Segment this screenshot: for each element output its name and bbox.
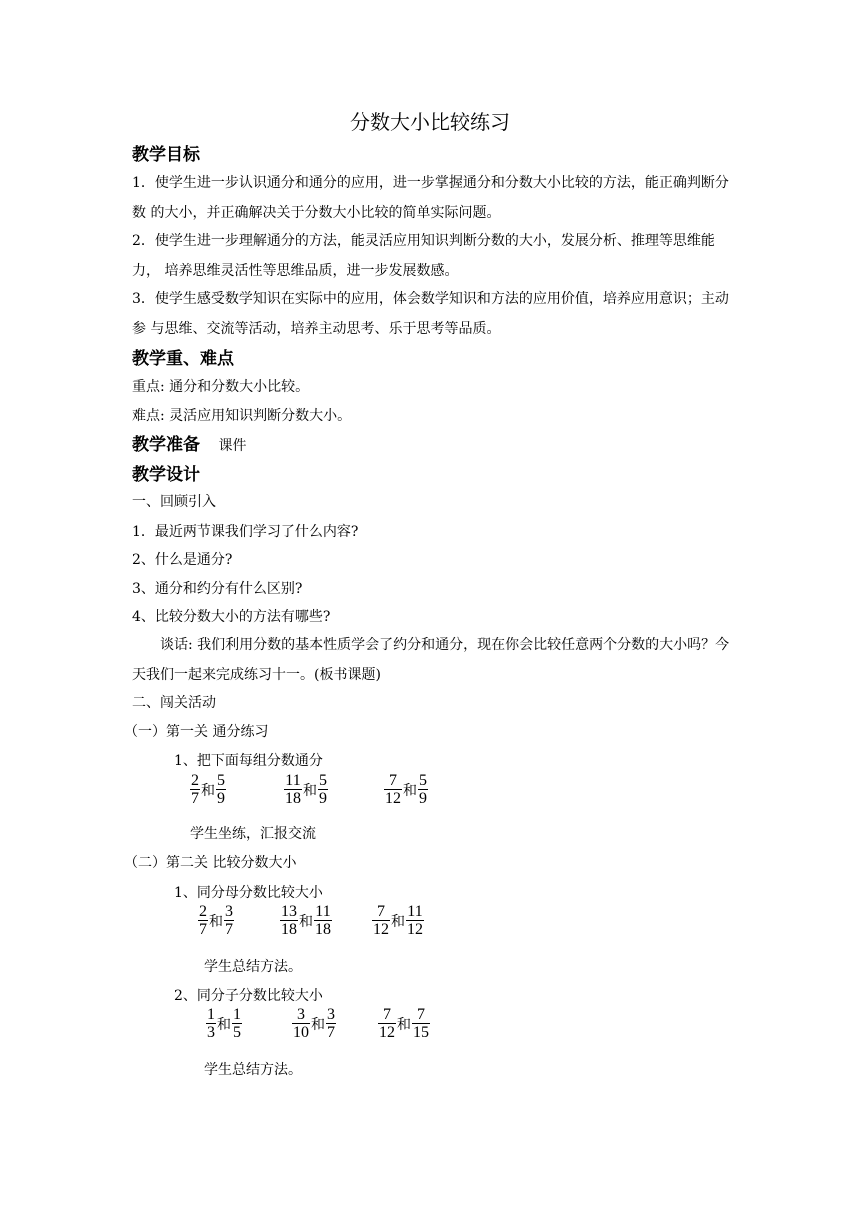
fraction <box>406 903 424 938</box>
numerator: 2 <box>191 772 199 789</box>
fraction-pair <box>206 1006 242 1041</box>
fraction <box>314 903 332 938</box>
fraction <box>198 903 208 938</box>
connector-he: 和 <box>217 1016 231 1033</box>
numerator: 5 <box>319 772 327 789</box>
fraction-pair <box>280 903 332 938</box>
fraction <box>318 772 328 807</box>
fraction <box>372 903 390 938</box>
fraction <box>384 772 402 807</box>
part1-title: 一、回顾引入 <box>132 494 216 510</box>
numerator: 3 <box>225 903 233 920</box>
key-point: 重点: 通分和分数大小比较。 <box>132 379 310 395</box>
denominator: 7 <box>191 790 199 807</box>
fraction-pair <box>372 903 424 938</box>
denominator: 12 <box>385 790 401 807</box>
fraction <box>206 1006 216 1041</box>
fraction-pair <box>292 1006 336 1041</box>
denominator: 9 <box>217 790 225 807</box>
connector-he: 和 <box>391 913 405 930</box>
numerator: 1 <box>233 1006 241 1023</box>
fraction <box>284 772 302 807</box>
document-title: 分数大小比较练习 <box>350 110 510 134</box>
numerator: 11 <box>285 772 301 789</box>
numerator: 3 <box>327 1006 335 1023</box>
denominator: 3 <box>207 1024 215 1041</box>
fraction <box>224 903 234 938</box>
prep-value: 课件 <box>218 438 247 454</box>
goal-item-3: 3．使学生感受数学知识在实际中的应用，体会数学知识和方法的应用价值，培养应用意识；主动参 与思维、交流等活动，培养主动思考、乐于思考等品质。 <box>132 291 729 337</box>
connector-he: 和 <box>299 913 313 930</box>
denominator: 18 <box>281 921 297 938</box>
numerator: 7 <box>377 903 385 920</box>
numerator: 7 <box>383 1006 391 1023</box>
goals-heading: 教学目标 <box>132 145 200 165</box>
question-2: 2、什么是通分? <box>132 552 233 568</box>
fraction <box>232 1006 242 1041</box>
fraction <box>216 772 226 807</box>
denominator: 18 <box>315 921 331 938</box>
fraction <box>292 1006 310 1041</box>
numerator: 7 <box>389 772 397 789</box>
denominator: 9 <box>319 790 327 807</box>
level2-task2: 2、同分子分数比较大小 <box>174 988 323 1004</box>
denominator: 7 <box>225 921 233 938</box>
fraction <box>326 1006 336 1041</box>
question-4: 4、比较分数大小的方法有哪些? <box>132 609 331 625</box>
fraction <box>280 903 298 938</box>
goal-item-1: 1．使学生进一步认识通分和通分的应用，进一步掌握通分和分数大小比较的方法，能正确判断分数 的大小，并正确解决关于分数大小比较的简单实际问题。 <box>132 175 729 221</box>
denominator: 18 <box>285 790 301 807</box>
connector-he: 和 <box>311 1016 325 1033</box>
denominator: 12 <box>373 921 389 938</box>
fraction-pair <box>190 772 226 807</box>
fraction-pair <box>284 772 328 807</box>
level1-note: 学生坐练，汇报交流 <box>190 826 316 842</box>
numerator: 11 <box>407 903 423 920</box>
numerator: 13 <box>281 903 297 920</box>
connector-he: 和 <box>403 782 417 799</box>
connector-he: 和 <box>201 782 215 799</box>
level2-note2: 学生总结方法。 <box>204 1062 302 1078</box>
level2-title: （二）第二关 比较分数大小 <box>124 855 297 871</box>
fraction <box>412 1006 430 1041</box>
fraction <box>190 772 200 807</box>
design-heading: 教学设计 <box>132 465 200 485</box>
denominator: 7 <box>199 921 207 938</box>
fraction-pair <box>198 903 234 938</box>
connector-he: 和 <box>209 913 223 930</box>
level2-note1: 学生总结方法。 <box>204 959 302 975</box>
prep-row <box>132 430 246 455</box>
denominator: 9 <box>419 790 427 807</box>
fraction-pair <box>384 772 428 807</box>
numerator: 7 <box>417 1006 425 1023</box>
numerator: 11 <box>315 903 331 920</box>
level1-task: 1、把下面每组分数通分 <box>174 753 323 769</box>
part2-title: 二、闯关活动 <box>132 695 216 711</box>
denominator: 12 <box>379 1024 395 1041</box>
numerator: 2 <box>199 903 207 920</box>
numerator: 3 <box>297 1006 305 1023</box>
fraction <box>378 1006 396 1041</box>
denominator: 5 <box>233 1024 241 1041</box>
level2-task1: 1、同分母分数比较大小 <box>174 885 323 901</box>
denominator: 10 <box>293 1024 309 1041</box>
prep-heading: 教学准备 <box>132 435 200 455</box>
denominator: 15 <box>413 1024 429 1041</box>
question-1: 1．最近两节课我们学习了什么内容? <box>132 524 359 540</box>
difficulty-point: 难点: 灵活应用知识判断分数大小。 <box>132 408 352 424</box>
fraction-pair <box>378 1006 430 1041</box>
connector-he: 和 <box>303 782 317 799</box>
fraction <box>418 772 428 807</box>
denominator: 7 <box>327 1024 335 1041</box>
question-3: 3、通分和约分有什么区别? <box>132 581 303 597</box>
talk-paragraph: 谈话: 我们利用分数的基本性质学会了约分和通分，现在你会比较任意两个分数的大小吗？今天我们一起来完成练习十一。(板书课题) <box>132 637 730 683</box>
level1-title: （一）第一关 通分练习 <box>124 724 269 740</box>
goal-item-2: 2．使学生进一步理解通分的方法，能灵活应用知识判断分数的大小，发展分析、推理等思维能力， 培养思维灵活性等思维品质，进一步发展数感。 <box>132 233 715 279</box>
connector-he: 和 <box>397 1016 411 1033</box>
numerator: 5 <box>419 772 427 789</box>
denominator: 12 <box>407 921 423 938</box>
numerator: 5 <box>217 772 225 789</box>
numerator: 1 <box>207 1006 215 1023</box>
key-points-heading: 教学重、难点 <box>132 349 234 369</box>
